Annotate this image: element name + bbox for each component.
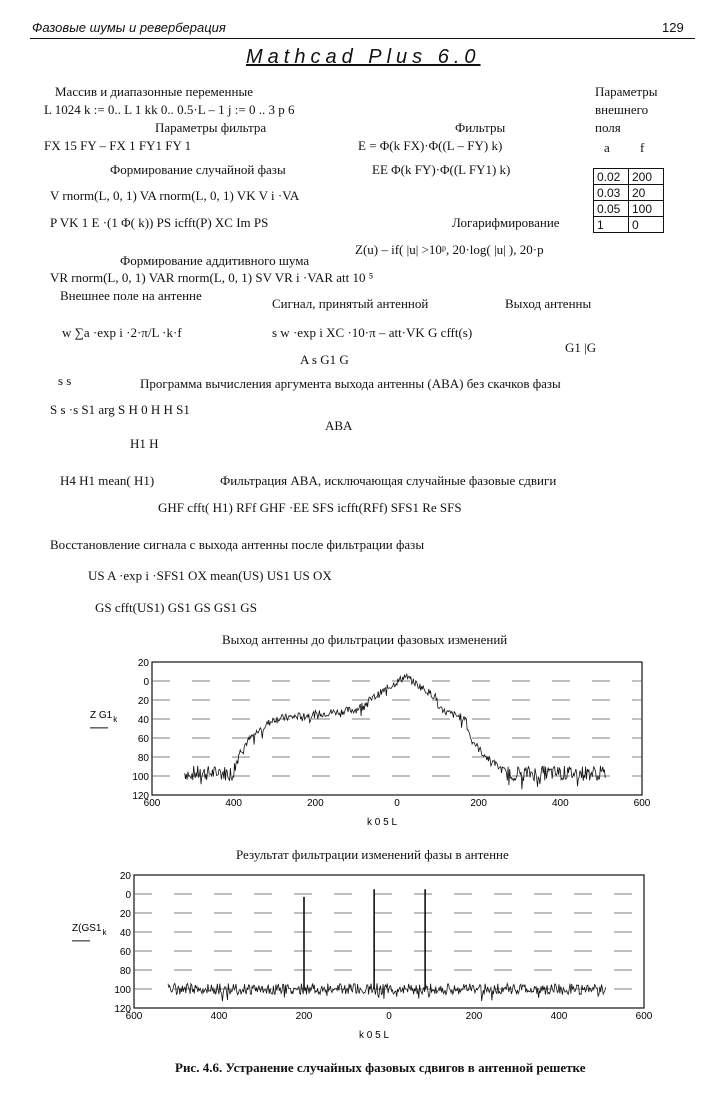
ext-col-f: f xyxy=(640,140,645,155)
x-tick-label: 400 xyxy=(210,1011,228,1022)
formula-w: w ∑a ·exp i ·2·π/L ·k·f xyxy=(62,325,182,340)
section-arrays: Массив и диапазонные переменные xyxy=(55,84,253,99)
data-series xyxy=(185,674,606,789)
x-tick-label: 0 xyxy=(386,1011,392,1022)
x-tick-label: 400 xyxy=(551,798,569,809)
section-antenna-signal: Сигнал, принятый антенной xyxy=(272,296,429,311)
y-tick-label: 60 xyxy=(119,947,131,958)
y-axis-label-sub: k xyxy=(102,927,107,937)
ext-row xyxy=(594,201,664,217)
formula-s: s w ·exp i XC ·10·π – att·VK G cfft(s) xyxy=(272,325,473,340)
y-axis-label-sub: k xyxy=(113,714,118,724)
chart1-title: Выход антенны до фильтрации фазовых изменений xyxy=(222,632,508,647)
ext-params-title-3: поля xyxy=(595,120,621,135)
formula-p: P VK 1 E ·(1 Φ( k)) PS icfft(P) XC Im PS xyxy=(50,215,269,230)
y-axis-label: Z G1 xyxy=(90,709,113,721)
formula-vr: VR rnorm(L, 0, 1) VAR rnorm(L, 0, 1) SV VR i ·VAR att 10 ⁵ xyxy=(50,270,374,285)
x-axis-label: k 0 5 L xyxy=(358,1030,390,1041)
formula-ee: EE Φ(k FY)·Φ((L FY1) k) xyxy=(372,162,511,177)
ext-row xyxy=(594,185,664,201)
ext-cell-f: 20 xyxy=(629,185,664,201)
ext-row xyxy=(594,217,664,233)
x-axis-label: k 0 5 L xyxy=(366,817,398,828)
x-tick-label: 200 xyxy=(306,798,324,809)
x-tick-label: 200 xyxy=(470,798,488,809)
y-tick-label: 100 xyxy=(132,772,149,783)
formula-ghf: GHF cfft( H1) RFf GHF ·EE SFS icfft(RFf) SFS1 Re SFS xyxy=(158,500,462,515)
figure-caption: Рис. 4.6. Устранение случайных фазовых сдвигов в антенной решетке xyxy=(175,1060,586,1075)
x-tick-label: 0 xyxy=(394,798,400,809)
y-tick-label: 20 xyxy=(137,658,149,669)
chart2 xyxy=(50,865,670,1045)
formula-gs: GS cfft(US1) GS1 GS GS1 GS xyxy=(95,600,257,615)
section-restore: Восстановление сигнала с выхода антенны после фильтрации фазы xyxy=(50,537,425,552)
x-tick-label: 400 xyxy=(550,1011,568,1022)
y-tick-label: 120 xyxy=(114,1004,131,1015)
x-tick-label: 600 xyxy=(143,798,161,809)
y-tick-label: 40 xyxy=(137,715,149,726)
data-series xyxy=(168,983,606,1001)
x-tick-label: 200 xyxy=(295,1011,313,1022)
y-tick-label: 120 xyxy=(132,791,149,802)
formula-aba: S s ·s S1 arg S H 0 H H S1 xyxy=(50,402,190,417)
ext-params-title-2: внешнего xyxy=(595,102,649,117)
ext-cell-a: 0.05 xyxy=(594,201,629,217)
ext-cell-a: 0.02 xyxy=(594,169,629,185)
formula-g1: G1 |G xyxy=(565,340,597,355)
page-number: 129 xyxy=(662,20,684,35)
chart2-title: Результат фильтрации изменений фазы в антенне xyxy=(236,847,509,862)
aba-label: ABA xyxy=(325,418,353,433)
y-tick-label: 80 xyxy=(119,966,131,977)
y-tick-label: 60 xyxy=(137,734,149,745)
formula-filter-params: FX 15 FY – FX 1 FY1 FY 1 xyxy=(44,138,192,153)
chart1 xyxy=(60,650,660,835)
y-tick-label: 40 xyxy=(119,928,131,939)
ext-cell-f: 0 xyxy=(629,217,664,233)
ext-col-a: a xyxy=(604,140,610,155)
formula-ranges: L 1024 k := 0.. L 1 kk 0.. 0.5·L – 1 j := 0 .. 3 p 6 xyxy=(44,102,295,117)
y-axis-label: Z(GS1 xyxy=(72,922,102,934)
y-tick-label: 0 xyxy=(143,677,149,688)
x-tick-label: 400 xyxy=(225,798,243,809)
section-external-field: Внешнее поле на антенне xyxy=(60,288,202,303)
ext-cell-a: 1 xyxy=(594,217,629,233)
y-tick-label: 80 xyxy=(137,753,149,764)
y-tick-label: 20 xyxy=(119,909,131,920)
running-title: Фазовые шумы и реверберация xyxy=(32,20,226,35)
formula-h4: H4 H1 mean( H1) xyxy=(60,473,155,488)
y-tick-label: 100 xyxy=(114,985,131,996)
formula-rnorm: V rnorm(L, 0, 1) VA rnorm(L, 0, 1) VK V i ·VA xyxy=(50,188,300,203)
ext-cell-a: 0.03 xyxy=(594,185,629,201)
ext-cell-f: 200 xyxy=(629,169,664,185)
ext-params-title-1: Параметры xyxy=(595,84,658,99)
formula-us: US A ·exp i ·SFS1 OX mean(US) US1 US OX xyxy=(88,568,332,583)
formula-a: A s G1 G xyxy=(300,352,349,367)
ext-params-table xyxy=(593,168,664,233)
section-antenna-output: Выход антенны xyxy=(505,296,592,311)
ext-row xyxy=(594,169,664,185)
formula-z: Z(u) – if( |u| >10ᵖ, 20·log( |u| ), 20·p xyxy=(355,242,544,257)
x-tick-label: 600 xyxy=(633,798,651,809)
section-log: Логарифмирование xyxy=(452,215,560,230)
y-tick-label: 0 xyxy=(125,890,131,901)
x-tick-label: 600 xyxy=(125,1011,143,1022)
section-aba-program: Программа вычисления аргумента выхода антенны (ABA) без скачков фазы xyxy=(140,376,561,391)
section-filters: Фильтры xyxy=(455,120,506,135)
ext-cell-f: 100 xyxy=(629,201,664,217)
formula-sl: s s xyxy=(58,373,72,388)
y-tick-label: 20 xyxy=(137,696,149,707)
y-tick-label: 20 xyxy=(119,871,131,882)
section-random-phase: Формирование случайной фазы xyxy=(110,162,286,177)
doc-title: Mathcad Plus 6.0 xyxy=(246,46,481,68)
formula-e: E = Φ(k FX)·Φ((L – FY) k) xyxy=(358,138,503,153)
section-additive-noise: Формирование аддитивного шума xyxy=(120,253,310,268)
section-aba-filter: Фильтрация ABA, исключающая случайные фазовые сдвиги xyxy=(220,473,557,488)
x-tick-label: 600 xyxy=(635,1011,653,1022)
section-filter-params: Параметры фильтра xyxy=(155,120,267,135)
formula-h1: H1 H xyxy=(130,436,159,451)
header-rule xyxy=(30,38,695,39)
x-tick-label: 200 xyxy=(465,1011,483,1022)
